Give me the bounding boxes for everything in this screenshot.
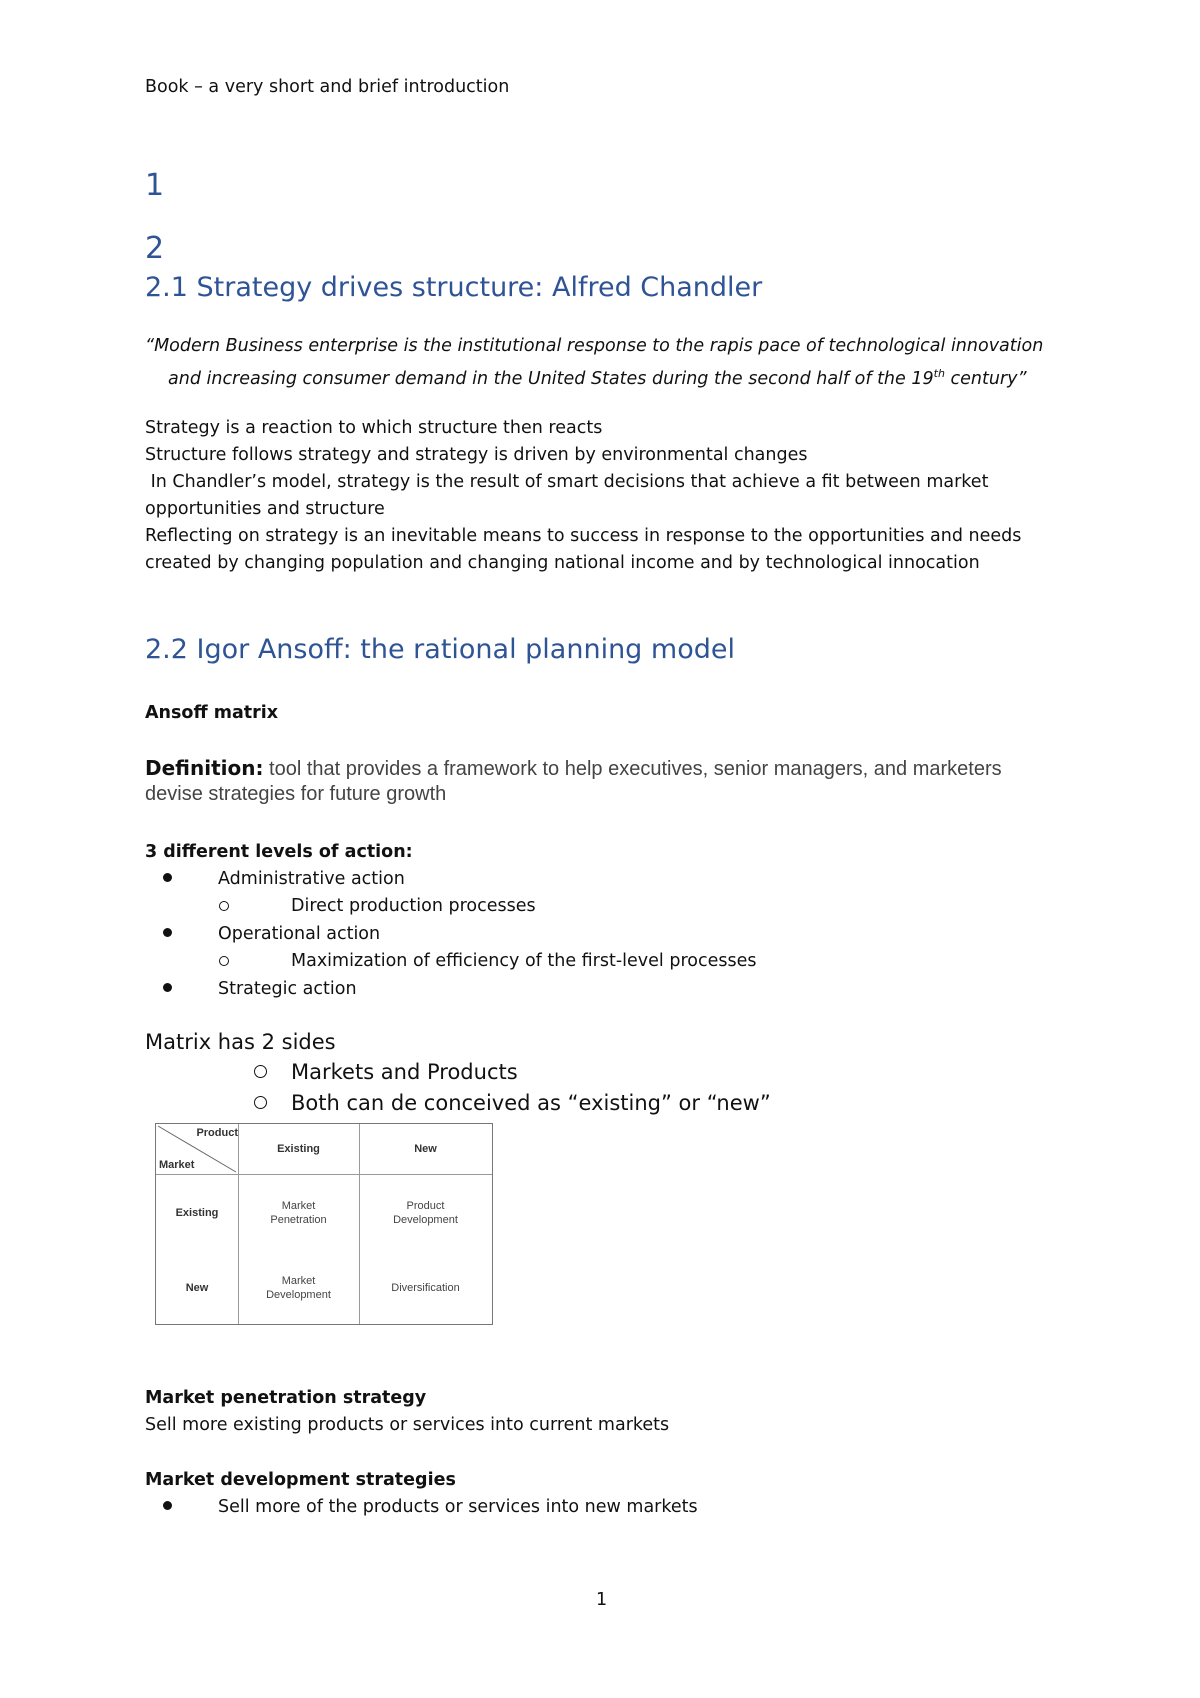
corner-label-product: Product [196,1127,238,1139]
quote-text: and increasing consumer demand in the United States during the second half of the 19 [168,368,934,389]
bullet-circle-icon [254,1096,267,1109]
row-header-new: New [185,1282,209,1294]
matrix-point: Markets and Products [291,1060,518,1084]
bullet-dot-icon [163,873,172,882]
paragraph-line: Structure follows strategy and strategy is driven by environmental changes [145,445,808,465]
cell-market-development: Market Development [266,1275,331,1301]
levels-title: 3 different levels of action: [145,842,413,862]
bullet-circle-icon [219,956,229,966]
paragraph-line: Strategy is a reaction to which structure then reacts [145,418,603,438]
section-heading-2-1: 2.1 Strategy drives structure: Alfred Chandler [145,272,763,303]
cell-diversification: Diversification [391,1282,460,1294]
section-heading-2-2: 2.2 Igor Ansoff: the rational planning model [145,634,735,665]
heading-number-1: 1 [145,168,165,203]
quote-text-end: century” [944,368,1027,389]
bullet-dot-icon [163,928,172,937]
heading-number-2: 2 [145,231,165,266]
col-header-existing: Existing [277,1143,320,1155]
definition-line-2: devise strategies for future growth [145,783,447,805]
table-divider [156,1174,492,1175]
bullet-dot-icon [163,983,172,992]
list-item-level-1: Administrative action [218,869,405,889]
page-number: 1 [596,1590,608,1610]
paragraph-line: Reflecting on strategy is an inevitable means to success in response to the opportunities and needs [145,526,1022,546]
list-item-level-1: Strategic action [218,979,357,999]
strategy-text-penetration: Sell more existing products or services into current markets [145,1415,670,1435]
chandler-quote-line-2 [168,360,1027,393]
list-item-level-1: Operational action [218,924,381,944]
quote-superscript: th [933,367,945,380]
matrix-title: Matrix has 2 sides [145,1030,336,1054]
strategy-title-development: Market development strategies [145,1470,456,1490]
strategy-title-penetration: Market penetration strategy [145,1388,427,1408]
chandler-quote-line-1: “Modern Business enterprise is the institutional response to the rapis pace of technological innovation [145,336,1044,356]
subheading-ansoff-matrix: Ansoff matrix [145,703,279,723]
matrix-point: Both can de conceived as “existing” or “new” [291,1091,771,1115]
list-item-level-2: Direct production processes [291,896,536,916]
ansoff-matrix-table [155,1123,493,1325]
definition-text: tool that provides a framework to help executives, senior managers, and marketers [263,758,1002,780]
bullet-circle-icon [254,1065,267,1078]
bullet-dot-icon [163,1501,172,1510]
paragraph-line: In Chandler’s model, strategy is the result of smart decisions that achieve a fit between market [145,472,989,492]
cell-product-development: Product Development [393,1200,458,1226]
cell-market-penetration: Market Penetration [270,1200,327,1226]
definition-line-1 [145,755,1002,782]
paragraph-line: opportunities and structure [145,499,385,519]
definition-label: Definition: [145,756,264,780]
page-header: Book – a very short and brief introduction [145,77,510,97]
list-item-level-2: Maximization of efficiency of the first-level processes [291,951,757,971]
strategy-bullet-development: Sell more of the products or services into new markets [218,1497,698,1517]
corner-label-market: Market [159,1159,195,1171]
paragraph-line: created by changing population and changing national income and by technological innocation [145,553,980,573]
bullet-circle-icon [219,901,229,911]
col-header-new: New [414,1143,437,1155]
row-header-existing: Existing [175,1207,219,1219]
